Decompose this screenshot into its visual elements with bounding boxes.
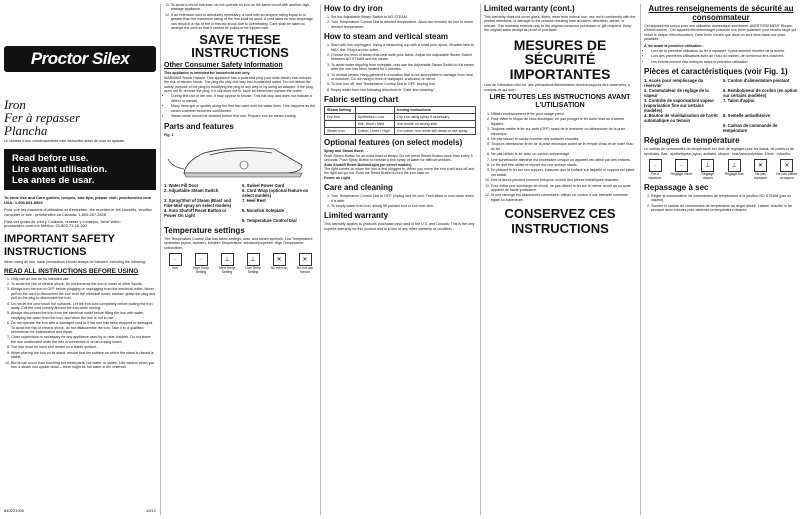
parts-heading: Parts and features: [164, 121, 234, 131]
no-steam-icon: ✕: [780, 159, 793, 172]
table-row: [325, 114, 476, 121]
fr-other-safety-heading: Autres renseignements de sécurité au consommateur: [648, 4, 794, 22]
fabric-chart-heading: Fabric setting chart: [324, 95, 399, 105]
list-item: • Steam vents should be cleaned before first use. Prepare iron for steam ironing.: [171, 114, 316, 118]
list-item: • Les évents doivent être nettoyés avant la première utilisation.: [651, 60, 798, 64]
title-es: Plancha: [4, 123, 48, 138]
part-item: 3. Spray/Shot of Steam (Blast and Fine-Mist spray on select models): [164, 197, 232, 208]
safety-intro: When using an iron, basic precautions should always be followed, including the following:: [4, 260, 146, 265]
column-2: [160, 0, 320, 519]
icon-label: Low Temp Setting: [245, 266, 261, 275]
banner-fr: Lire avant utilisation.: [12, 164, 108, 176]
fr-temperature-heading: Réglages de température: [644, 136, 740, 146]
optional-features-heading: Optional features (on select models): [324, 138, 463, 148]
list-item: 5. Toujours débrancher le fer de la prise électrique avant de le remplir d'eau et de vider l'eau du fer.: [491, 142, 636, 151]
read-all-heading: READ ALL INSTRUCTIONS BEFORE USING: [4, 267, 139, 275]
fabric-icon-cell: [723, 159, 745, 180]
table-cell: Synthetics • Low: [355, 114, 394, 121]
icon-label: Ne pas repasser: [753, 172, 768, 181]
part-item: 8. Semelle antiadhésive: [723, 113, 771, 119]
list-item: 1. Utiliser exclusivement le fer pour usage prévu.: [491, 112, 636, 116]
fr-first-use-heading: À lire avant la première utilisation :: [644, 43, 704, 48]
table-cell: For cotton, iron while still damp or use spray.: [395, 128, 476, 135]
part-item: 4. Auto Shutoff Reset Button or Power On Light: [164, 207, 227, 218]
power-light-heading: Power on Light: [324, 175, 350, 180]
no-steam-icon: ✕: [299, 253, 312, 266]
iron-illustration: [164, 139, 314, 181]
fr-fabric-icons: [644, 159, 798, 180]
list-item: 2. Tourner le cadran de commandes de température au degré désiré. Laisser chauffer le fer pendant deux minutes pour atteindre la température désirée.: [651, 204, 798, 213]
table-header: Ironing Instructions: [395, 107, 476, 114]
part-item: 7. Talon d'appui: [723, 98, 755, 104]
list-item: 1. Set the Adjustable Steam Switch to NO STEAM.: [331, 15, 476, 19]
read-before-use-banner: [4, 149, 156, 190]
fabric-icon-cell: [697, 159, 719, 180]
part-item: 1. Water Fill Door: [164, 182, 199, 188]
fabric-icon-cell: [190, 253, 212, 274]
list-item: 3. Toujours mettre le fer sur arrêt (OFF) avant de le brancher ou débrancher de la prise électrique.: [491, 127, 636, 136]
med-temp-icon: ⊥: [701, 159, 714, 172]
table-row: [325, 121, 476, 128]
list-item: • Many irons spit or sputter along the first few uses until the water lines. This happens as the steam chamber becomes conditioned.: [171, 104, 316, 113]
steam-heading: How to steam and vertical steam: [324, 32, 449, 42]
fig-label: Fig. 1: [164, 132, 174, 137]
list-item: 1. Turn Temperature Control Dial to OFF. Unplug and let cool. Then allow to cool down when it is able.: [331, 194, 476, 203]
fabric-chart-table: [324, 106, 476, 135]
med-temp-icon: ⊥: [221, 253, 234, 266]
part-item: 3. Contrôle de vaporisation/ vapeur (vaporisation fine sur certains modèles): [644, 98, 715, 114]
column-1: [0, 0, 160, 519]
list-item: 4. To vertical steam: Hang garment in a location that is not susceptible to damage from heat or moisture. Do not hang in front of wallpaper, a window, or mirror.: [331, 73, 476, 82]
list-item: 5. To turn iron off, turn Temperature Control Dial to OFF. Unplug iron.: [331, 82, 476, 86]
doc-code: 840221900: [4, 508, 25, 513]
steam-steps: [324, 43, 476, 92]
part-item: 1. Accès pour remplissage du réservoir: [644, 78, 704, 89]
banner-es: Lea antes de usar.: [12, 175, 95, 187]
table-header: [355, 107, 394, 114]
part-item: 6. Rembobineur de cordon (en option sur certains modèles): [723, 88, 798, 99]
high-temp-icon: ··: [675, 159, 688, 172]
contact-fr: Pour voir les manuels d'utilisation et d'entretien, les recettes et les conseils, veuillez consulter le site : proctorsilex.ca Canada: 1.800.267.2826: [4, 207, 152, 217]
part-item: 2. Adjustable Steam Switch: [164, 187, 219, 193]
fabric-icon-cell: [242, 253, 264, 274]
spray-heading: Spray and Steam Burst: [324, 149, 364, 154]
list-item: 2. Turn Temperature Control Dial to desired temperature. Allow two minutes for iron to reach desired temperature.: [331, 20, 476, 29]
fr-safety-list: [484, 112, 636, 202]
table-cell: Dry Iron: [325, 114, 356, 121]
care-steps: [324, 194, 476, 208]
list-item: 1. Only use an iron for its intended use.: [11, 277, 156, 281]
banner-en: Read before use.: [12, 153, 89, 165]
fr-safety-intro: Lors de l'utilisation d'un fer, des précautions élémentaires doivent toujours être observées, y compris ce qui suit :: [484, 83, 631, 92]
iron-body: [184, 148, 302, 173]
auto-shutoff-text: The light comes on when the iron is first plugged in. When you move the iron it will shut off and the light will go out. Push the Reset Button to turn the iron back on.: [324, 166, 475, 176]
column-3: [320, 0, 480, 519]
fabric-icon-cell: [268, 253, 290, 274]
fr-dry-iron-steps: [644, 194, 798, 213]
part-item: 5. Swivel Power Cord: [242, 182, 285, 188]
temperature-text: The Temperature Control Dial has fabric settings, dots, and steam symbols. Low Temperature: synthetics (nylon, acetate). Medium Temperature: silk/wool/polyester. High Temperature: cotton/linen.: [164, 236, 314, 250]
part-item: 2. Commutateur de réglage de la vapeur: [644, 88, 709, 99]
icon-label: Ne pas utiliser la vapeur: [776, 172, 798, 181]
fr-other-safety-text: Cet appareil est conçu pour une utilisation domestique seulement. AVERTISSEMENT Risque d'électrocution : Cet appareil électroménager possède une fiche polarisée (une broche large qui réduit le risque d'électrocution). Cette fiche n'entre que dans un seul sens dans une prise polarisée.: [644, 24, 797, 42]
icon-label: Iron: [172, 266, 178, 271]
list-item: 11. To avoid a circuit overload, do not operate an iron on the same circuit with another high-wattage appliance.: [171, 3, 316, 12]
warranty-heading: Limited warranty: [324, 211, 389, 221]
icon-label: Med Temp Setting: [219, 266, 235, 275]
fabric-icon-cell: [750, 159, 772, 180]
fr-temperature-text: Le cadran de commandes de température est doté de réglages pour les tissus, de points et de symboles. Bas : synthétiques (nylon, acétate). Moyen : soie/laine/polyester. Élevé : coton/lin.: [644, 147, 795, 156]
list-item: 6. Empty water from iron following directions in "Care and cleaning.": [331, 88, 476, 92]
list-item: 1. Start with iron unplugged. Using a measuring cup with a small pour spout, fill water tank to MAX line. Plug iron into outlet.: [331, 43, 476, 52]
doc-date: 10/12: [145, 508, 156, 513]
list-item: 2. To empty water from iron, slowly tilt pointed end of iron over sink.: [331, 204, 476, 208]
fabric-icon-cell: [164, 253, 186, 274]
part-item: 6. Cord Wrap (optional feature on select models): [242, 187, 309, 198]
list-item: 8. Le fer doit être utilisé et reposé sur une surface stable.: [491, 163, 636, 167]
table-cell: Silk, Wool • Med: [355, 121, 394, 128]
column-4: [480, 0, 640, 519]
icon-label: Réglage moyen: [701, 172, 715, 181]
intro-text: Le chinese a leur cuisdeuscmente este instructive antes de usar su aparato.: [4, 139, 126, 143]
warranty-cont-text: This warranty does not cover glass, filters, wear from normal use, use not in conformity with the printed directions, or damage to the product resulting from accident, alteration, abuse, or misuse. This warranty extends only to the original consumer purchaser or gift recipient. Keep the original sales receipt as proof of purchase.: [484, 15, 636, 33]
part-item: 9. Temperature Control Dial: [242, 217, 297, 223]
do-not-iron-icon: ✕: [754, 159, 767, 172]
list-item: 7. Une surveillance attentive est nécessaire lorsque un appareil est utilisé par des enfants.: [491, 158, 636, 162]
table-cell: Cotton, Linen • High: [355, 128, 394, 135]
icon-label: Réglage bas: [724, 172, 744, 177]
temperature-dial: [240, 161, 248, 169]
table-cell: [325, 121, 356, 128]
list-item: 3. To avoid water dripping from soleplate, only use the Adjustable Steam Switch to full steam after the iron has been heated for 2 minutes.: [331, 63, 476, 72]
warranty-text: This warranty applies to products purchased and used in the U.S. and Canada. This is the only express warranty for this product and is in lieu of any other warranty or condition.: [324, 222, 475, 231]
list-item: 1. Régler le commutateur de commandes de température à la position NO STEAM (pas de vapeur).: [651, 194, 798, 203]
list-item: 6. Ne pas utiliser le fer avec un cordon endommagé.: [491, 152, 636, 156]
table-row: [325, 128, 476, 135]
table-cell: Iron inside on wrong side.: [395, 121, 476, 128]
save-instructions-heading: SAVE THESE INSTRUCTIONS: [191, 32, 289, 60]
list-item: 4. Do not let the cord touch hot surfaces. Let the iron cool completely before putting the iron away. Coil the cord loosely around the iron when storing.: [11, 302, 156, 311]
fr-read-all-heading: LIRE TOUTES LES INSTRUCTIONS AVANT L'UTILISATION: [489, 93, 631, 109]
list-item: 9. En plaçant le fer sur son support, s'assurer que la surface sur laquelle le support est placé est stable.: [491, 168, 636, 177]
do-not-iron-icon: ✕: [273, 253, 286, 266]
iron-diagram: [164, 139, 316, 181]
high-temp-icon: ··: [195, 253, 208, 266]
fabric-icon-cell: [294, 253, 316, 274]
brand-logo: Proctor Silex: [4, 46, 156, 72]
part-item: [644, 123, 719, 133]
safety-list: [4, 277, 156, 370]
table-header-row: [325, 107, 476, 114]
list-item: 3. Always turn the iron to OFF before plugging or unplugging from the electrical outlet. Never pull on the cord to disconnect the iron from the electrical outlet; instead, grasp the plug and pull on the plug to disconnect the iron.: [11, 287, 156, 300]
part-item: 7. Heel Rest: [242, 197, 266, 203]
tips-list: [164, 94, 316, 118]
list-item: 11. Pour éviter une surcharge de circuit, ne pas utiliser le fer sur le même circuit qu'un autre appareil de haute puissance.: [491, 184, 636, 193]
part-item: 9. Cadran de commande de température: [723, 123, 778, 134]
fabric-icon-cell: [670, 159, 692, 180]
fabric-icon-cell: [644, 159, 666, 180]
fr-parts-heading: Pièces et caractéristiques (voir Fig. 1): [644, 67, 788, 77]
other-safety-heading: Other Consumer Safety Information: [164, 62, 283, 70]
parts-list: [164, 183, 316, 223]
part-item: 8. Nonstick Soleplate: [242, 207, 285, 213]
list-item: 4. Ne pas laisser le cordon toucher des surfaces chaudes.: [491, 137, 636, 141]
household-note: This appliance is intended for household use only.: [164, 71, 251, 76]
list-item: • Lors des premières utilisations avec de l'eau du robinet, de nombreux fers crachent.: [651, 54, 798, 58]
fabric-icon-cell: [776, 159, 798, 180]
table-header: Steam Setting: [325, 107, 356, 114]
list-item: • Lors de la première utilisation du fer à repasser, il peut sembler émettre de la fumée.: [651, 49, 798, 53]
list-item: 12. If an extension cord is absolutely necessary, a cord with an ampere rating equal to or greater than the maximum rating of the iron shall be used. A cord rated for less amperage can result in a risk of fire or electric shock due to overheating. Care shall be taken to arrange the cord so that it cannot be pulled or be tripped over.: [171, 13, 316, 31]
table-cell: Steam Iron: [325, 128, 356, 135]
part-item: [164, 218, 238, 223]
temperature-heading: Temperature settings: [164, 225, 245, 235]
list-item: 9. When placing the iron on its stand, ensure that the surface on which the stand is placed is stable.: [11, 351, 156, 360]
safety-list-cont: [164, 3, 316, 30]
part-item: 5. Cordon d'alimentation pivotant: [723, 78, 790, 84]
title-fr: Fer à repasser: [4, 110, 81, 125]
dry-iron-steps: [324, 15, 476, 29]
fr-dry-iron-heading: Repassage à sec: [644, 183, 709, 193]
list-item: 6. Do not operate the iron with a damaged cord or if the iron has been dropped or damaged. To avoid the risk of electric shock, do not disassemble the iron. Take it to a qualified serviceman for examination and repair.: [11, 321, 156, 334]
fr-first-use-list: [644, 49, 798, 64]
icon-label: Réglage élevé: [670, 172, 693, 177]
icon-label: High Temp Setting: [192, 266, 210, 275]
dry-iron-heading: How to dry iron: [324, 4, 383, 13]
contact-es: Para ver guías de Uso y Cuidado, recetas y consejos, favor visite: proctorsilex.com.mx México: 01.800.71.16.100: [4, 218, 121, 229]
list-item: 10. Burns can occur from touching hot metal parts, hot water, or steam. Use caution when you turn a steam iron upside down—there might be hot water in the reservoir.: [11, 361, 156, 370]
list-item: 5. Always disconnect the iron from the electrical outlet before filling the iron with water, emptying the water from the iron, and when the iron is not in use.: [11, 311, 156, 320]
soleplate: [184, 173, 302, 177]
icon-label: Do not Iron: [270, 266, 288, 271]
polarized-plug-warning: WARNING Shock Hazard: This appliance has a polarized plug (one wide blade) that reduces the risk of electric shock. The plug fits only one way into a polarized outlet. Do not defeat the safety purpose of the plug by modifying the plug in any way or by using an adapter. If the plug does not fit, reverse the plug. If it still does not fit, have an electrician replace the outlet.: [164, 75, 313, 94]
list-item: 8. The iron must be used and rested on a stable surface.: [11, 345, 156, 349]
safety-heading: IMPORTANT SAFETY INSTRUCTIONS: [4, 233, 115, 258]
warranty-cont-heading: Limited warranty (cont.): [484, 4, 575, 13]
list-item: 12. Si une rallonge est absolument nécessaire, utiliser un cordon d'une intensité nominale égale ou supérieure.: [491, 193, 636, 202]
fr-safety-heading: MESURES DE SÉCURITÉ IMPORTANTES: [509, 36, 611, 82]
list-item: • During first use of the iron, it may appear to smoke. This will stop and does not indicate a defect or hazard.: [171, 94, 316, 103]
icon-label: Fer à repasser: [648, 172, 662, 181]
column-5: [640, 0, 802, 519]
iron-symbol-icon: ·: [649, 159, 662, 172]
list-item: 2. Choose the level of steam that best suits your fabric. Adjust the Adjustable Steam Switch between NO STEAM and full steam.: [331, 53, 476, 62]
iron-symbol-icon: ·: [169, 253, 182, 266]
footer: [4, 508, 156, 513]
list-item: 2. Pour éviter le risque de choc électrique, ne pas plonger le fer dans l'eau ou d'autres liquides.: [491, 117, 636, 126]
title-en: Iron: [4, 97, 26, 112]
part-item: 4. Bouton de réinitialisation de l'arrêt automatique ou témoin: [644, 113, 718, 124]
power-cord: [168, 159, 184, 169]
list-item: 10. Des brûlures peuvent survenir lorsqu'on touche des pièces métalliques chaudes.: [491, 178, 636, 182]
list-item: 2. To avoid the risk of electric shock, do not immerse the iron in water or other liquids.: [11, 282, 156, 286]
fabric-icon-cell: [216, 253, 238, 274]
fabric-icons: [164, 253, 316, 274]
product-title: [4, 98, 156, 137]
fr-parts-list: [644, 78, 798, 133]
list-item: 7. Close supervision is necessary for any appliance used by or near children. Do not leave the iron unattended while the iron is connected or on an ironing board.: [11, 335, 156, 344]
table-cell: Dry iron using spray if necessary.: [395, 114, 476, 121]
auto-shutoff-heading: Auto Shutoff Reset Button/Light (on select models): [324, 162, 412, 167]
spray-text: Push Steam Button for an extra blast of steam. Do not press Steam Button more than every 5 seconds. Push Spray Button to release a fine spray of water for difficult wrinkles.: [324, 153, 473, 163]
low-temp-icon: ⊥: [728, 159, 741, 172]
fr-save-heading: CONSERVEZ CES INSTRUCTIONS: [504, 206, 616, 236]
contact-en: To view Use and Care guides, recipes, and tips, please visit: proctorsilex.com USA: 1.800.851.8900: [4, 195, 152, 206]
care-heading: Care and cleaning: [324, 183, 393, 193]
icon-label: Do not use steam: [296, 266, 314, 275]
low-temp-icon: ⊥: [247, 253, 260, 266]
